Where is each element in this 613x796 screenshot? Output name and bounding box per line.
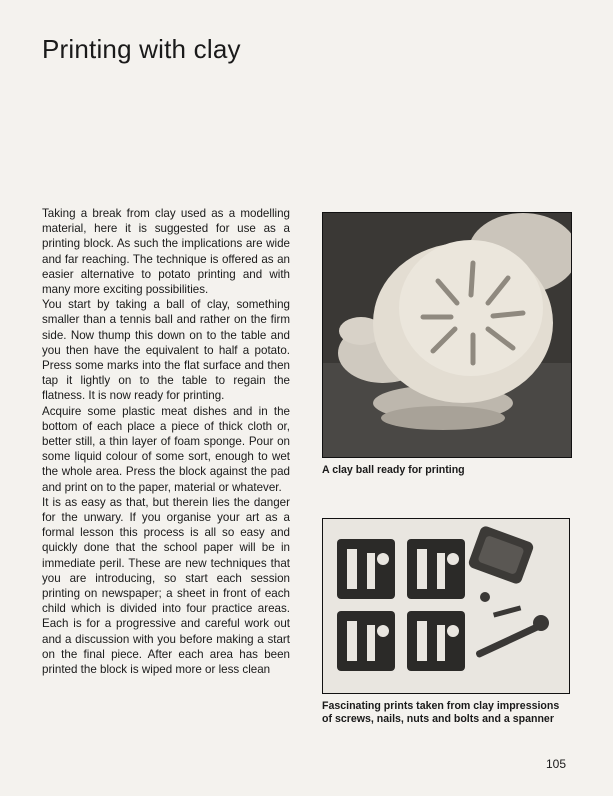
body-text <box>42 206 290 677</box>
clay-prints-photo <box>322 518 570 694</box>
clay-ball-image <box>323 213 571 457</box>
paragraph: You start by taking a ball of clay, something smaller than a tennis ball and rather on the firm side. Now thump this down on to the table and you then have the equivalent to half a potato. Press some marks into the flat surface and then tap it lightly on to the table to regain the flatness. It is now ready for printing. <box>42 298 290 403</box>
page-title: Printing with clay <box>42 34 241 64</box>
figure-clay-prints <box>322 518 570 725</box>
figure-caption: Fascinating prints taken from clay impressions of screws, nails, nuts and bolts and a spanner <box>322 700 560 725</box>
paragraph: Taking a break from clay used as a modelling material, here it is suggested for use as a printing block. As such the implications are wide and far reaching. The technique is offered as an easier alternative to potato printing and with many more exciting possibilities. <box>42 207 290 297</box>
paragraph: It is as easy as that, but therein lies the danger for the unwary. If you organise your art as a formal lesson this process is all so easy and quickly done that the school paper will be in immediate peril. These are new techniques that you are introducing, so start each session printing on newspaper; a sheet in front of each child which is divided into four practice areas. Each is for a progressive and careful work out and a discussion with you before making a start on the final piece. After each area has been printed the block is wiped more or less clean <box>42 495 290 677</box>
figure-caption: A clay ball ready for printing <box>322 464 465 476</box>
clay-prints-image <box>323 519 569 693</box>
clay-ball-photo <box>322 212 572 458</box>
page-number: 105 <box>546 757 567 771</box>
paragraph: Acquire some plastic meat dishes and in the bottom of each place a piece of thick cloth or, better still, a thin layer of foam sponge. Pour on some liquid colour of some sort, enough to wet the whole area. Press the block against the pad and print on to the paper, material or whatever. <box>42 404 290 494</box>
figure-clay-ball <box>322 212 572 477</box>
